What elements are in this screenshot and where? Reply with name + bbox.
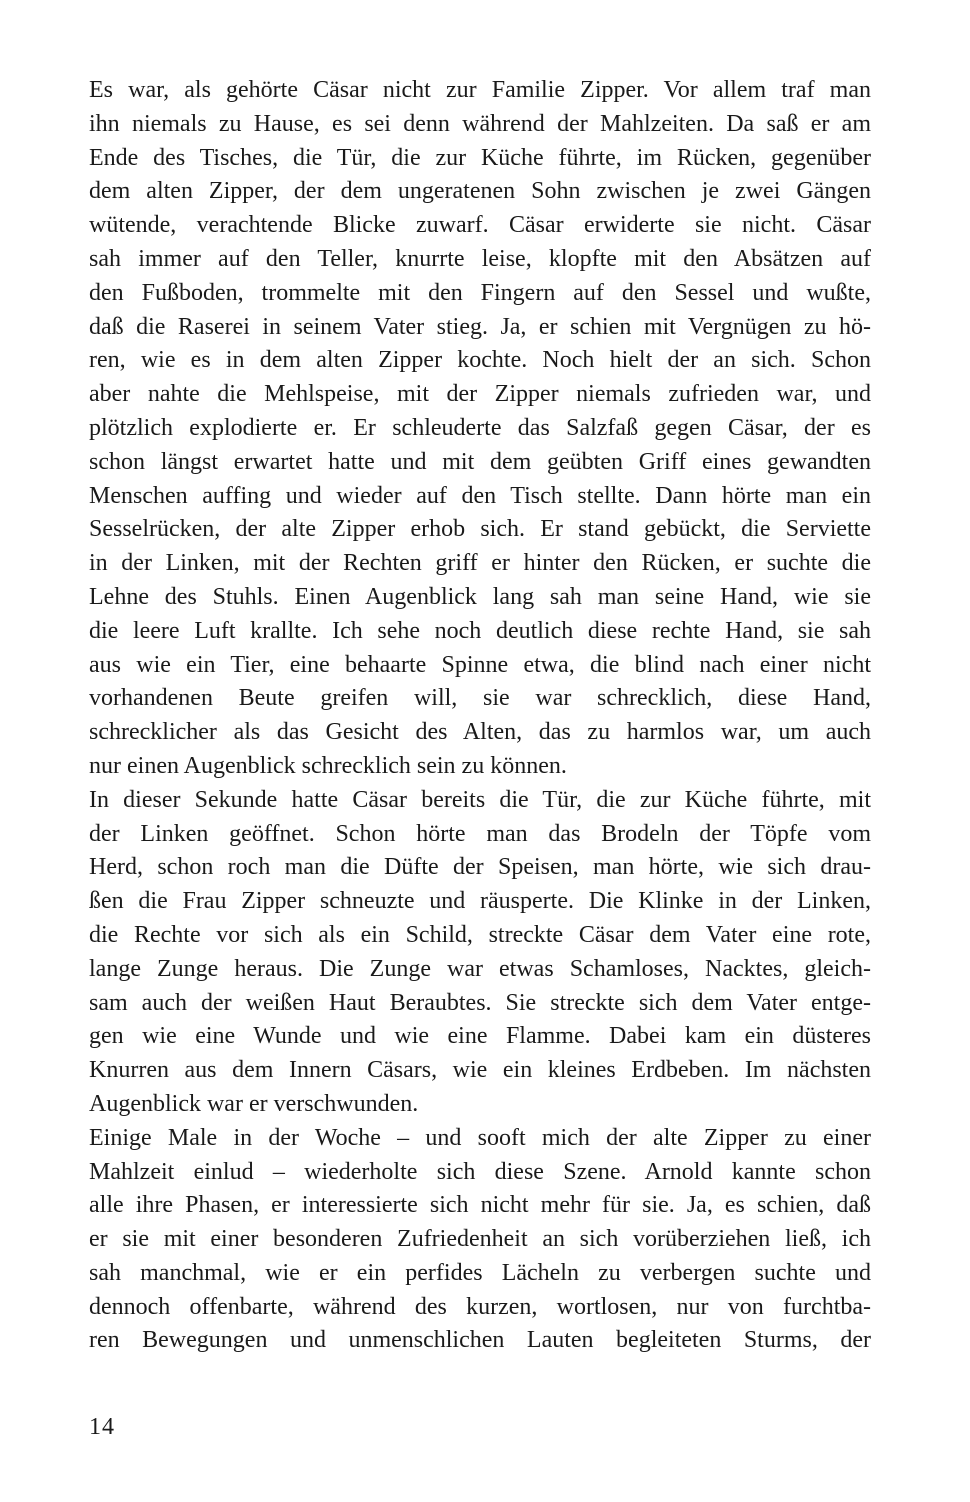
text-line: Menschen auffing und wieder auf den Tisch stellte. Dann hörte man ein xyxy=(89,482,871,509)
text-line: Augenblick war er verschwunden. xyxy=(89,1090,419,1117)
text-line: in der Linken, mit der Rechten griff er hinter den Rücken, er suchte die xyxy=(89,550,871,577)
text-line: Es war, als gehörte Cäsar nicht zur Familie Zipper. Vor allem traf man xyxy=(89,77,871,103)
text-line: aber nahte die Mehlspeise, mit der Zipper niemals zufrieden war, und xyxy=(89,381,871,408)
text-line: daß die Raserei in seinem Vater stieg. Ja, er schien mit Vergnügen zu hö- xyxy=(89,313,871,340)
text-line: wütende, verachtende Blicke zuwarf. Cäsar erwiderte sie nicht. Cäsar xyxy=(89,212,871,239)
text-line: ihn niemals zu Hause, es sei denn während der Mahlzeiten. Da saß er am xyxy=(89,110,871,137)
paragraph xyxy=(89,1122,871,1359)
text-line: Knurren aus dem Innern Cäsars, wie ein kleines Erdbeben. Im nächsten xyxy=(89,1057,871,1084)
text-line: dennoch offenbarte, während des kurzen, wortlosen, nur von furchtba- xyxy=(89,1293,871,1320)
text-line: nur einen Augenblick schrecklich sein zu können. xyxy=(89,752,567,779)
text-line: Ende des Tisches, die Tür, die zur Küche führte, im Rücken, gegenüber xyxy=(89,144,871,171)
paragraph xyxy=(89,74,871,784)
text-line: die leere Luft krallte. Ich sehe noch deutlich diese rechte Hand, sie sah xyxy=(89,617,871,644)
text-line: sah manchmal, wie er ein perfides Lächeln zu verbergen suchte und xyxy=(89,1259,871,1286)
text-line: ren Bewegungen und unmenschlichen Lauten begleiteten Sturms, der xyxy=(89,1327,871,1354)
text-line: plötzlich explodierte er. Er schleuderte das Salzfaß gegen Cäsar, der es xyxy=(89,414,871,441)
text-line: schon längst erwartet hatte und mit dem geübten Griff eines gewandten xyxy=(89,448,871,475)
text-line: sah immer auf den Teller, knurrte leise, klopfte mit den Absätzen auf xyxy=(89,245,871,272)
text-line: vorhandenen Beute greifen will, sie war schrecklich, diese Hand, xyxy=(89,685,871,712)
body-text xyxy=(89,74,871,1358)
text-line: ßen die Frau Zipper schneuzte und räusperte. Die Klinke in der Linken, xyxy=(89,888,871,915)
text-line: er sie mit einer besonderen Zufriedenheit an sich vorüberziehen ließ, ich xyxy=(89,1226,871,1253)
text-line: schrecklicher als das Gesicht des Alten, das zu harmlos war, um auch xyxy=(89,719,871,746)
text-line: alle ihre Phasen, er interessierte sich nicht mehr für sie. Ja, es schien, daß xyxy=(89,1192,871,1219)
text-line: sam auch der weißen Haut Beraubtes. Sie streckte sich dem Vater entge- xyxy=(89,989,871,1016)
text-line: Sesselrücken, der alte Zipper erhob sich. Er stand gebückt, die Serviette xyxy=(89,516,871,543)
text-line: der Linken geöffnet. Schon hörte man das Brodeln der Töpfe vom xyxy=(89,820,871,847)
text-line: lange Zunge heraus. Die Zunge war etwas Schamloses, Nacktes, gleich- xyxy=(89,955,871,982)
text-line: aus wie ein Tier, eine behaarte Spinne etwa, die blind nach einer nicht xyxy=(89,651,871,678)
text-line: die Rechte vor sich als ein Schild, streckte Cäsar dem Vater eine rote, xyxy=(89,921,871,948)
page-number: 14 xyxy=(89,1414,115,1440)
text-line: In dieser Sekunde hatte Cäsar bereits die Tür, die zur Küche führte, mit xyxy=(89,786,871,813)
text-line: ren, wie es in dem alten Zipper kochte. Noch hielt der an sich. Schon xyxy=(89,347,871,374)
text-line: den Fußboden, trommelte mit den Fingern auf den Sessel und wußte, xyxy=(89,279,871,306)
text-line: dem alten Zipper, der dem ungeratenen Sohn zwischen je zwei Gängen xyxy=(89,178,871,205)
text-line: Herd, schon roch man die Düfte der Speisen, man hörte, wie sich drau- xyxy=(89,854,871,881)
text-line: Lehne des Stuhls. Einen Augenblick lang sah man seine Hand, wie sie xyxy=(89,583,871,610)
paragraph xyxy=(89,784,871,1122)
text-line: gen wie eine Wunde und wie eine Flamme. Dabei kam ein düsteres xyxy=(89,1023,871,1050)
text-line: Einige Male in der Woche – und sooft mich der alte Zipper zu einer xyxy=(89,1124,871,1151)
text-line: Mahlzeit einlud – wiederholte sich diese Szene. Arnold kannte schon xyxy=(89,1158,871,1185)
